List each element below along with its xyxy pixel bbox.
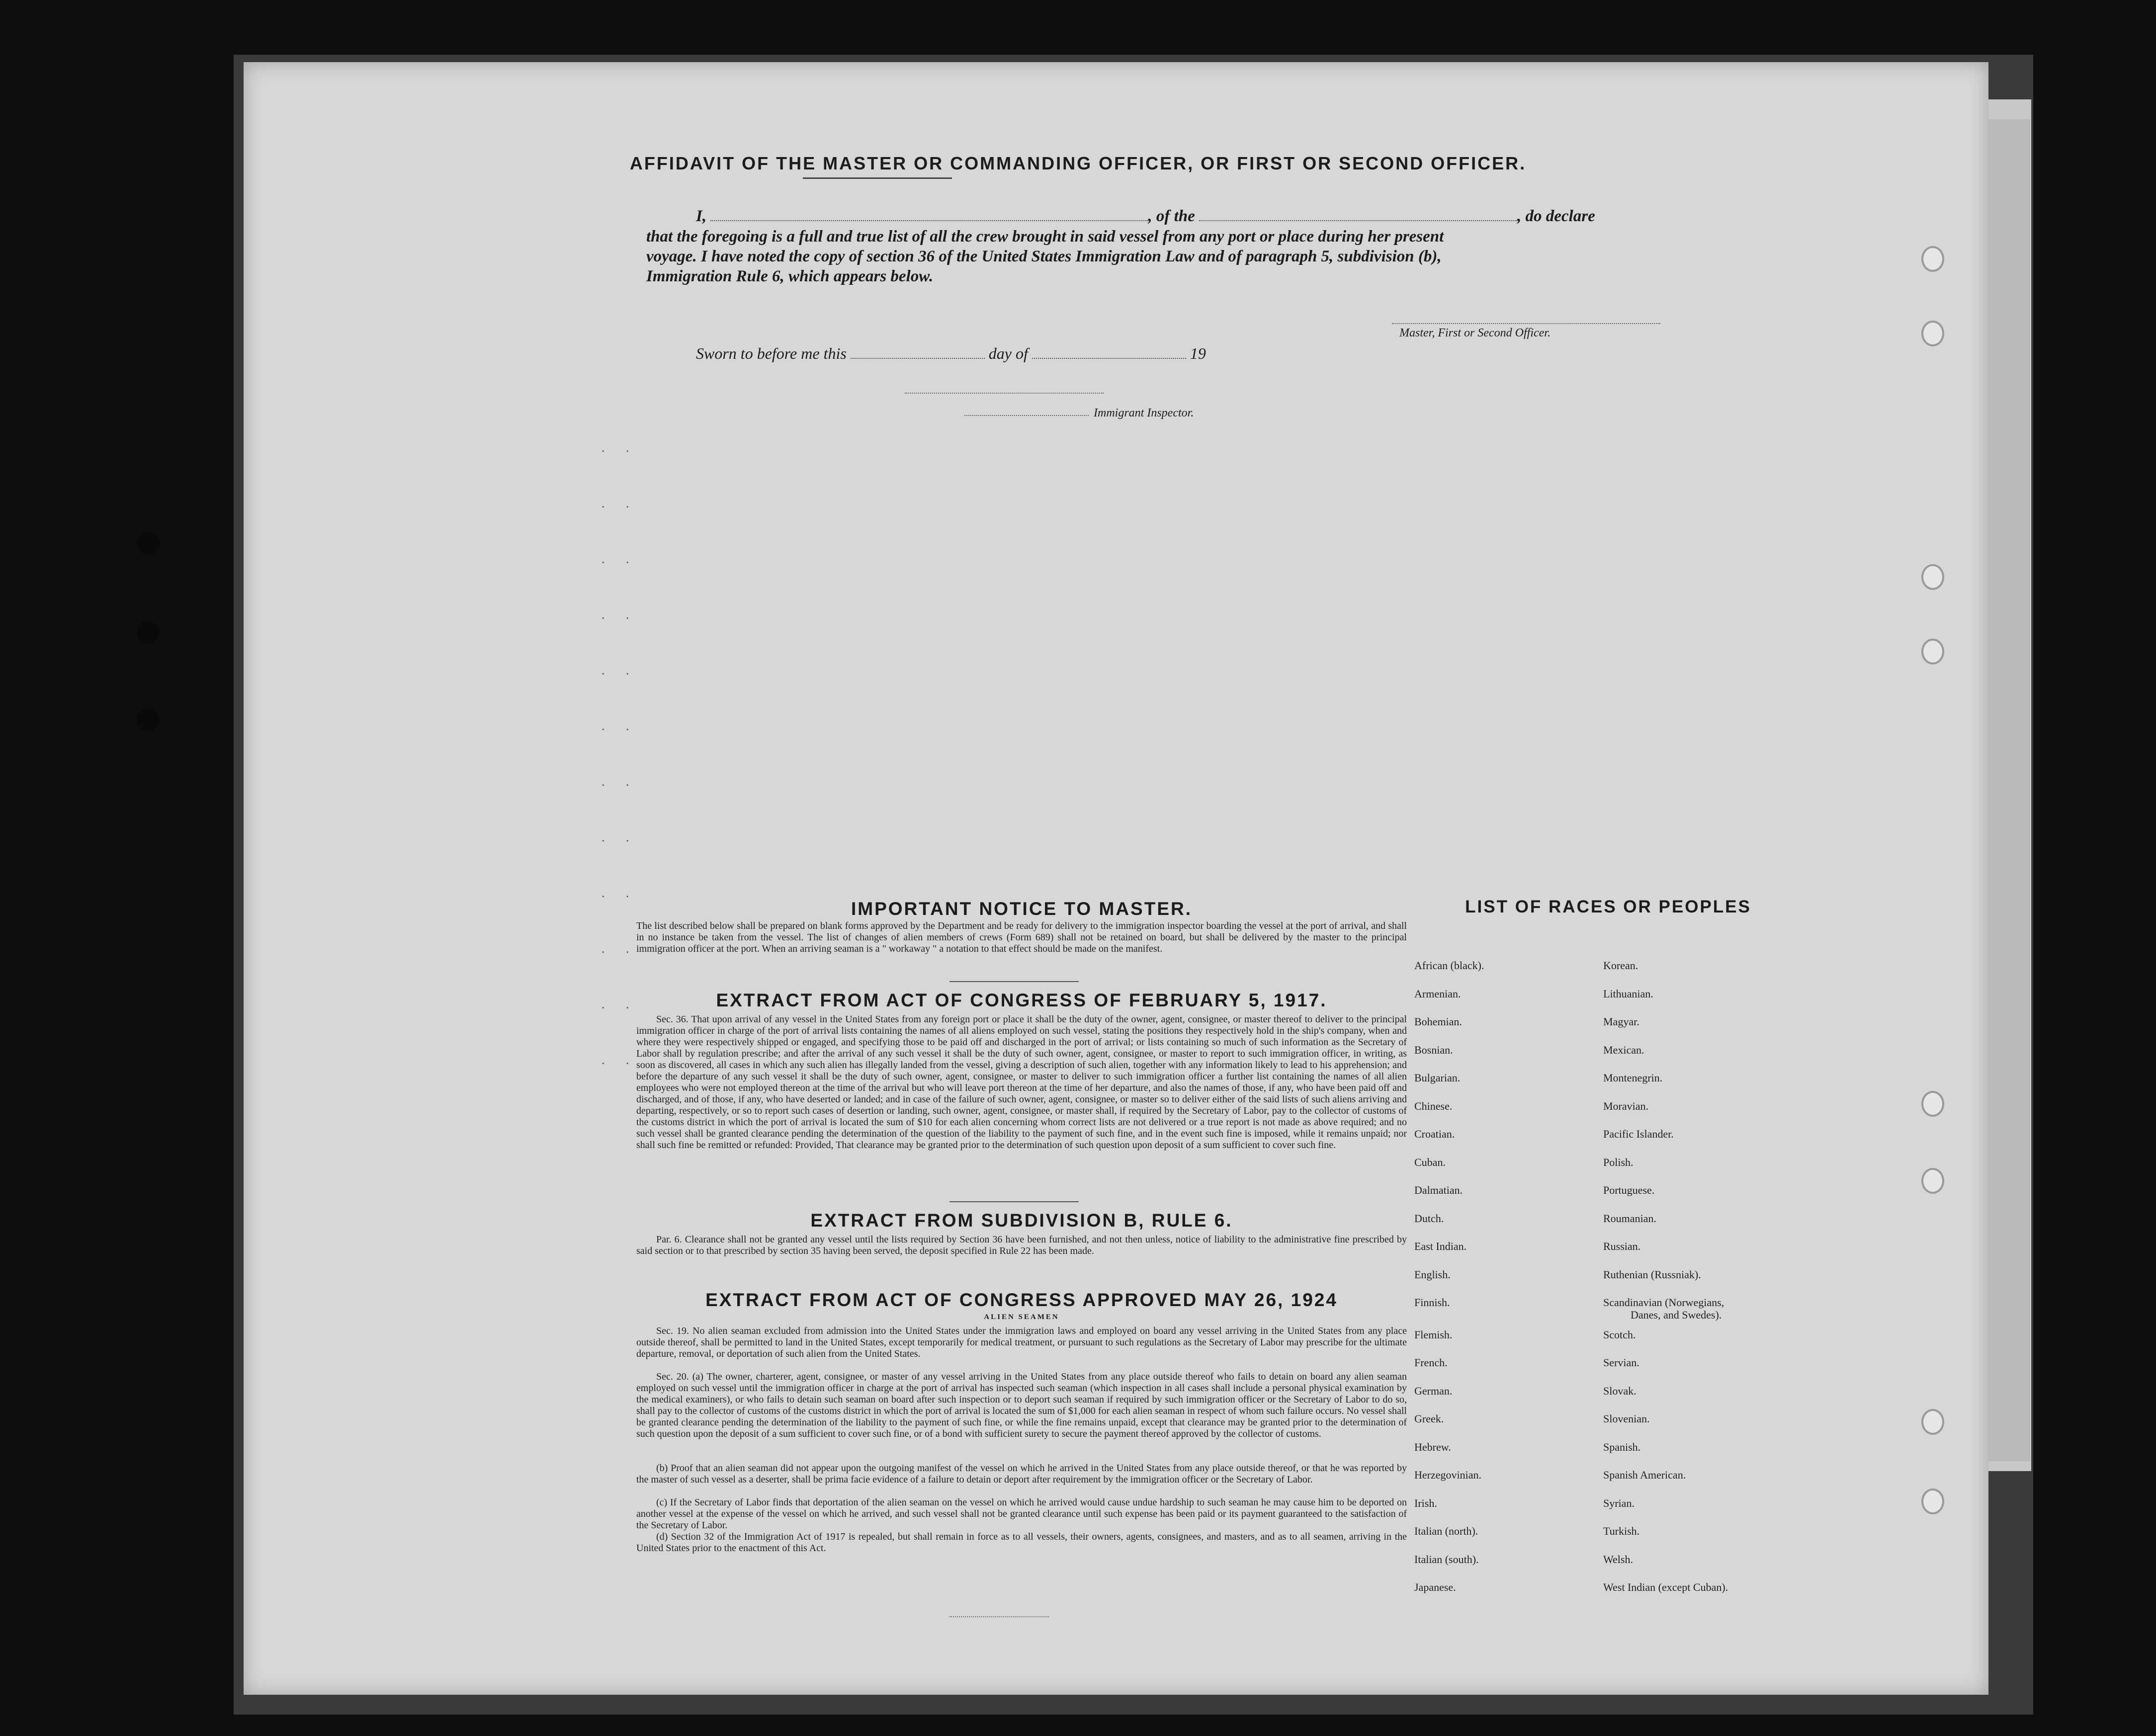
extract-1917-body: Sec. 36. That upon arrival of any vessel in the United States from any foreign port or place it shall be the duty of the owner, agent, consignee, or master thereof to deliver to the principal immigration officer in charge of the port of arrival lists containing the names of all aliens employed on such vessel, stating the positions they respectively hold in the ship's company, when and where they were respectively shipped or engaged, and specifying those to be paid off and discharged in the port of arrival; or lists containing so much of such information as the Secretary of Labor shall by regulation prescribe; and after the arrival of any such vessel it shall be the duty of such owner, agent, consignee, or master to report to such immigration officer, in writing, as soon as discovered, all cases in which any such alien has illegally landed from the vessel, giving a description of such alien, together with any information likely to lead to his apprehension; and before the departure of any such vessel it shall be the duty of such owner, agent, consignee, or master to deliver to such immigration officer a further list containing the names of all alien employees who were not employed thereon at the time of the arrival but who will leave port thereon at the time of her departure, and also the names of those, if any, who have been paid off and discharged, and of those, if any, who have deserted or landed; and in case of the failure of such owner, agent, consignee, or master so to deliver either of the said lists of such aliens arriving and departing, respectively, or so to report such cases of desertion or landing, such owner, agent, consignee, or master shall, if required by the Secretary of Labor, pay to the collector of customs of the customs district in which the port of arrival is located the sum of $10 for each alien concerning whom correct lists are not delivered or a true report is not made as above required; and no such vessel shall be granted clearance pending the determination of the question of the liability to the payment of such fine, and in the event such fine is imposed, while it remains unpaid; nor shall such fine be remitted or refunded: Provided, That clearance may be granted prior to the determination of such question upon deposit of a sum sufficient to cover such fine. xyxy=(636,1014,1407,1151)
race-item: Spanish. xyxy=(1603,1440,1641,1453)
extract-1917-title: EXTRACT FROM ACT OF CONGRESS OF FEBRUARY 5, 1917. xyxy=(716,990,1327,1010)
master-signature-line[interactable] xyxy=(1392,323,1660,324)
sworn-day-blank[interactable] xyxy=(851,358,985,359)
affidavit-title: AFFIDAVIT OF THE MASTER OR COMMANDING OFFICER, OR FIRST OR SECOND OFFICER. xyxy=(629,153,1527,173)
race-item: Greek. xyxy=(1414,1412,1444,1425)
race-item: Servian. xyxy=(1603,1356,1639,1369)
race-item: African (black). xyxy=(1414,959,1484,972)
race-item: Montenegrin. xyxy=(1603,1072,1663,1084)
binder-ring-icon xyxy=(1921,1409,1944,1435)
race-item: West Indian (except Cuban). xyxy=(1603,1581,1728,1593)
affidavit-line-4: Immigration Rule 6, which appears below. xyxy=(646,267,934,285)
affidavit-line1-mid: , of the xyxy=(1148,207,1195,225)
title-rule xyxy=(803,177,952,179)
race-item: Magyar. xyxy=(1603,1015,1639,1028)
affidavit-line-3: voyage. I have noted the copy of section 36 of the United States Immigration Law and of paragraph 5, subdivision (b), xyxy=(646,248,1442,265)
binder-ring-icon xyxy=(1921,639,1944,664)
sworn-end: 19 xyxy=(1190,344,1206,362)
race-item: Slovenian. xyxy=(1603,1412,1650,1425)
inspector-caption: Immigrant Inspector. xyxy=(1094,407,1194,419)
inspector-signature-underline xyxy=(964,415,1089,416)
footer-mark xyxy=(949,1616,1049,1617)
signature-caption: Master, First or Second Officer. xyxy=(1399,327,1551,339)
race-item: Dalmatian. xyxy=(1414,1184,1463,1196)
ledger-dot-marks: . . . . . . . . . . . . . . . . . . . . . . . . xyxy=(602,440,638,1067)
extract-1924-sec20a: Sec. 20. (a) The owner, charterer, agent, consignee, or master of any vessel arriving in the United States from any place outside thereof who fails to detain on board any alien seaman employed on such vessel until the immigration officer in charge at the port of arrival has inspected such seaman (which inspection in all cases shall include a personal physical examination by the medical examiners), or who fails to detain such seaman on board after such inspection or to deport such seaman if required by such immigration officer or the Secretary of Labor to do so, shall pay to the collector of customs of the customs district in which the port of arrival is located the sum of $1,000 for each alien seaman in respect of whom such failure occurs. No vessel shall be granted clearance pending the determination of the liability to the payment of such fine, or while the fine remains unpaid, except that clearance may be granted prior to the determination of such question upon the deposit of a sum sufficient to cover such fine, or of a bond with sufficient surety to secure the payment thereof approved by the collector of customs. xyxy=(636,1371,1407,1439)
race-item: Slovak. xyxy=(1603,1384,1637,1397)
race-item: Syrian. xyxy=(1603,1496,1635,1509)
race-item: Chinese. xyxy=(1414,1099,1453,1112)
notice-title: IMPORTANT NOTICE TO MASTER. xyxy=(851,899,1192,919)
race-item: Ruthenian (Russniak). xyxy=(1603,1268,1701,1281)
extract-1924-sec20d: (d) Section 32 of the Immigration Act of 1917 is repealed, but shall remain in force as to all vessels, their owners, agents, consignees, and masters, and as to all seamen, arriving in the United States prior to the enactment of this Act. xyxy=(636,1531,1407,1554)
sworn-line xyxy=(696,344,1665,363)
affidavit-line1-end: , do declare xyxy=(1517,207,1595,225)
binder-ring-icon xyxy=(1921,1168,1944,1194)
section-rule xyxy=(949,981,1079,982)
race-item: Mexican. xyxy=(1603,1043,1644,1056)
race-item: Italian (north). xyxy=(1414,1525,1478,1537)
race-item: German. xyxy=(1414,1384,1453,1397)
race-item: Italian (south). xyxy=(1414,1553,1479,1566)
race-item: Moravian. xyxy=(1603,1099,1649,1112)
affidavit-line1-start: I, xyxy=(696,207,707,225)
race-item: Spanish American. xyxy=(1603,1469,1686,1481)
race-item: Polish. xyxy=(1603,1156,1634,1168)
race-item: Hebrew. xyxy=(1414,1440,1451,1453)
race-item: Lithuanian. xyxy=(1603,987,1653,1000)
race-item: Irish. xyxy=(1414,1496,1437,1509)
race-item: Pacific Islander. xyxy=(1603,1128,1674,1140)
extract-rule6-title: EXTRACT FROM SUBDIVISION B, RULE 6. xyxy=(810,1210,1233,1231)
race-item: Roumanian. xyxy=(1603,1212,1656,1225)
race-item: Japanese. xyxy=(1414,1581,1456,1593)
sworn-start: Sworn to before me this xyxy=(696,344,847,362)
vessel-name-blank[interactable] xyxy=(1199,220,1517,221)
race-item: Bulgarian. xyxy=(1414,1072,1461,1084)
race-item: Scandinavian (Norwegians, xyxy=(1603,1296,1725,1309)
race-item: Turkish. xyxy=(1603,1525,1640,1537)
binder-ring-icon xyxy=(1921,1488,1944,1514)
extract-rule6-body: Par. 6. Clearance shall not be granted any vessel until the lists required by Section 36 have been furnished, and not then unless, notice of liability to the administrative fine prescribed by said section or to that prescribed by section 35 having been served, the deposit specified in Rule 22 has been made. xyxy=(636,1234,1407,1256)
race-item: Croatian. xyxy=(1414,1128,1455,1140)
race-item: Scotch. xyxy=(1603,1328,1636,1341)
punch-hole-icon xyxy=(137,708,160,731)
binder-ring-icon xyxy=(1921,564,1944,590)
binder-ring-icon xyxy=(1921,1091,1944,1117)
race-item: Armenian. xyxy=(1414,987,1461,1000)
affidavit-line-2: that the foregoing is a full and true list of all the crew brought in said vessel from any port or place during her present xyxy=(646,228,1444,246)
extract-1924-sec20c: (c) If the Secretary of Labor finds that deportation of the alien seaman on the vessel on which he arrived would cause undue hardship to such seaman he may cause him to be deported on another vessel at the expense of the vessel on which he arrived, and such vessel shall not be granted clearance until such expense has been paid or its payment guaranteed to the satisfaction of the Secretary of Labor. xyxy=(636,1497,1407,1531)
race-item: East Indian. xyxy=(1414,1240,1467,1252)
extract-1924-sec19: Sec. 19. No alien seaman excluded from admission into the United States under the immigration laws and employed on board any vessel arriving in the United States from any place outside thereof, shall be permitted to land in the United States, except temporarily for medical treatment, or pursuant to such regulations as the Secretary of Labor may prescribe for the ultimate departure, removal, or deportation of such alien from the United States. xyxy=(636,1325,1407,1359)
binder-ring-icon xyxy=(1921,321,1944,346)
manifest-back-page xyxy=(244,62,1988,1695)
punch-hole-icon xyxy=(137,532,160,555)
race-item: Finnish. xyxy=(1414,1296,1450,1309)
master-name-blank[interactable] xyxy=(710,220,1148,221)
race-item: Danes, and Swedes). xyxy=(1631,1309,1722,1321)
race-item: Russian. xyxy=(1603,1240,1641,1252)
race-item: English. xyxy=(1414,1268,1451,1281)
affidavit-line-1 xyxy=(696,207,1665,226)
race-item: Bosnian. xyxy=(1414,1043,1453,1056)
punch-hole-icon xyxy=(137,621,160,644)
races-title: LIST OF RACES OR PEOPLES xyxy=(1465,897,1751,916)
inspector-signature-line[interactable] xyxy=(905,393,1104,394)
extract-1924-subtitle: ALIEN SEAMEN xyxy=(984,1313,1059,1321)
binder-ring-icon xyxy=(1921,246,1944,272)
race-item: French. xyxy=(1414,1356,1448,1369)
notice-body: The list described below shall be prepared on blank forms approved by the Department and be ready for delivery to the immigration inspector boarding the vessel at the port of arrival, and shall in no instance be taken from the vessel. The list of changes of alien members of crews (Form 689) shall not be retained on board, but shall be delivered by the master to the principal immigration officer at the port. When an arriving seaman is a " workaway " a notation to that effect should be made on the manifest. xyxy=(636,920,1407,954)
sworn-month-blank[interactable] xyxy=(1032,358,1186,359)
race-item: Dutch. xyxy=(1414,1212,1444,1225)
race-item: Flemish. xyxy=(1414,1328,1453,1341)
extract-1924-title: EXTRACT FROM ACT OF CONGRESS APPROVED MAY 26, 1924 xyxy=(705,1290,1338,1310)
race-item: Herzegovinian. xyxy=(1414,1469,1481,1481)
race-item: Portuguese. xyxy=(1603,1184,1655,1196)
section-rule xyxy=(949,1201,1079,1202)
sworn-mid: day of xyxy=(988,344,1028,362)
race-item: Welsh. xyxy=(1603,1553,1633,1566)
race-item: Bohemian. xyxy=(1414,1015,1462,1028)
extract-1924-sec20b: (b) Proof that an alien seaman did not appear upon the outgoing manifest of the vessel on which he arrived in the United States from any place outside thereof, or that he was reported by the master of such vessel as a deserter, shall be prima facie evidence of a failure to detain or deport after requirement by the immigration officer or the Secretary of Labor. xyxy=(636,1463,1407,1485)
race-item: Korean. xyxy=(1603,959,1639,972)
race-item: Cuban. xyxy=(1414,1156,1446,1168)
